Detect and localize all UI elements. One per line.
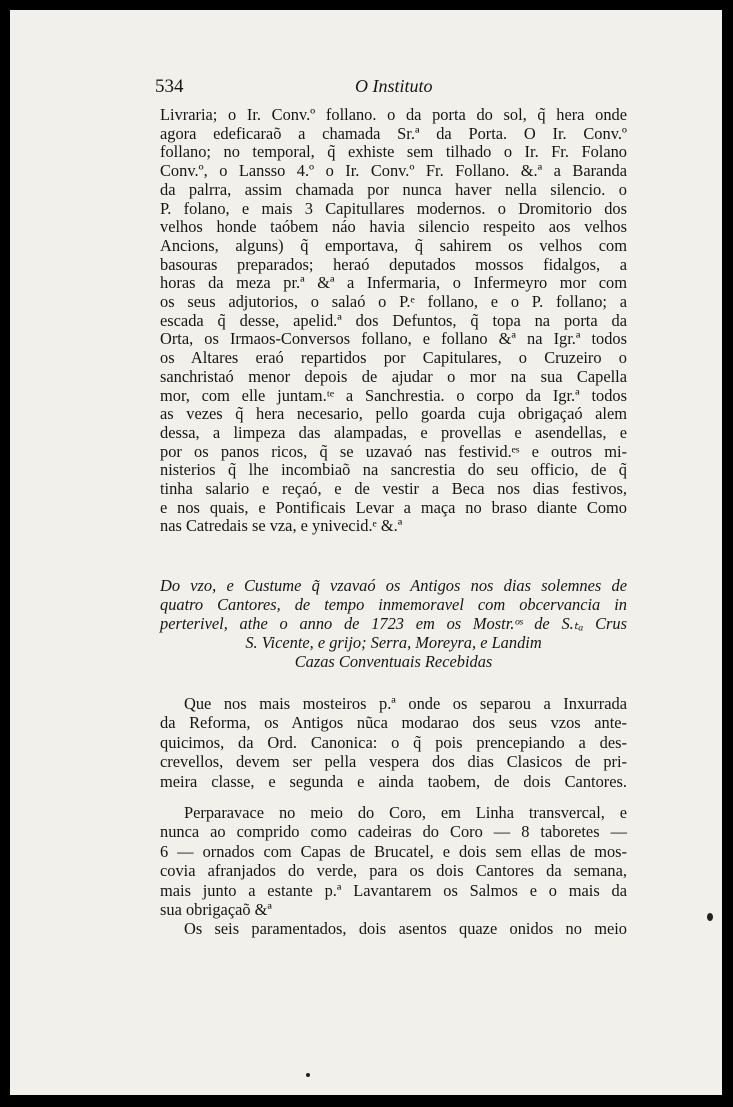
text-line: P. folano, e mais 3 Capitullares modernos. o Dromitorio dos [160, 198, 627, 218]
heading-line: S. Vicente, e grijo; Serra, Moreyra, e Landim [245, 633, 542, 652]
text-line: basouras preparados; heraó deputados mossos fidalgos, a [160, 254, 627, 274]
text-line: sanchristaó menor depois de ajudar o mor na sua Capella [160, 366, 627, 386]
text-line: Que nos mais mosteiros p.ª onde os separou a Inxurrada [184, 694, 627, 713]
text-line: e nos quais, e Pontificais Levar a maça no braso diante Como [160, 497, 627, 517]
text-line: 6 — ornados com Capas de Brucatel, e dois sem ellas de mos- [160, 841, 627, 861]
heading-line: Cazas Conventuais Recebidas [294, 652, 493, 671]
section-heading [160, 576, 627, 671]
text-line: agora edeficaraõ a chamada Sr.ª da Porta. O Ir. Conv.º [160, 123, 627, 143]
text-line: Ancions, alguns) q̃ emportava, q̃ sahirem os velhos com [160, 235, 627, 255]
paragraph-1 [160, 106, 627, 536]
text-line: por os panos ricos, q̃ se uzavaó nas festivid.ᵉˢ e outros mi- [160, 441, 627, 461]
text-line: as vezes q̃ hera necesario, pello goarda cuja obrigaçaó alem [160, 404, 627, 424]
text-line: mor, com elle juntam.ᵗᵉ a Sanchrestia. o corpo da Igr.ª todos [160, 385, 627, 405]
paragraph-2 [160, 694, 627, 791]
text-line: da palrra, assim chamada por nunca haver nella silencio. o [160, 179, 627, 199]
text-line: escada q̃ desse, apelid.ª dos Defuntos, q̃ topa na porta da [160, 310, 627, 330]
text-line: tinha salario e reçaó, e de vestir a Beca nos dias festivos, [160, 479, 627, 499]
ink-speck [707, 913, 713, 921]
text-line: Conv.º, o Lansso 4.º o Ir. Conv.º Fr. Follano. &.ª a Baranda [160, 161, 627, 181]
text-line: nisterios q̃ lhe incombiaõ na sancrestia do seu officio, de q̃ [160, 460, 627, 480]
text-line: os seus adjutorios, o salaó o P.ᵉ follano, e o P. follano; a [160, 292, 627, 312]
text-line: Livraria; o Ir. Conv.º follano. o da porta do sol, q̃ hera onde [160, 105, 627, 124]
heading-line: perterivel, athe o anno de 1723 em os Mostr.ᵒˢ de S.ₜₐ Crus [160, 614, 627, 633]
paragraph-3 [160, 803, 627, 939]
text-line: dessa, a limpeza das alampadas, e provellas e asendellas, e [160, 422, 627, 442]
text-line: Perparavace no meio do Coro, em Linha transvercal, e [184, 803, 627, 822]
text-line: horas da meza pr.ª &ª a Infermaria, o Infermeyro mor com [160, 273, 627, 293]
text-line: covia afranjados do verde, para os dois Cantores da semana, [160, 861, 627, 881]
text-line: velhos honde taóbem náo havia silencio respeito aos velhos [160, 217, 627, 237]
ink-speck [306, 1073, 310, 1077]
text-line: crevellos, devem ser pella vespera dos dias Clasicos de pri- [160, 752, 627, 772]
text-line: sua obrigaçaõ &ª [160, 900, 272, 920]
text-line: os Altares eraó repartidos por Capitulares, o Cruzeiro o [160, 348, 627, 368]
page-number: 534 [155, 76, 184, 97]
book-page [10, 10, 722, 1095]
heading-line: quatro Cantores, de tempo inmemoravel com obcervancia in [160, 595, 627, 614]
text-line: quicimos, da Ord. Canonica: o q̃ pois prencepiando a des- [160, 732, 627, 752]
text-line: nunca ao comprido como cadeiras do Coro — 8 taboretes — [160, 822, 627, 842]
text-line: mais junto a estante p.ª Lavantarem os Salmos e o mais da [160, 880, 627, 900]
text-line: da Reforma, os Antigos nũca modarao dos seus vzos ante- [160, 713, 627, 733]
heading-line: Do vzo, e Custume q̃ vzavaó os Antigos nos dias solemnes de [160, 576, 627, 595]
running-title: O Instituto [355, 76, 433, 96]
text-line: nas Catredais se vza, e ynivecid.ᵉ &.ª [160, 516, 403, 536]
text-line: Orta, os Irmaos-Conversos follano, e follano &ª na Igr.ª todos [160, 329, 627, 349]
text-line: meira classe, e segunda e ainda taobem, de dois Cantores. [160, 771, 627, 791]
text-line: follano; no temporal, q̃ exhiste sem tilhado o Ir. Fr. Folano [160, 142, 627, 162]
text-line: Os seis paramentados, dois asentos quaze onidos no meio [184, 919, 627, 939]
page-header [155, 76, 640, 104]
